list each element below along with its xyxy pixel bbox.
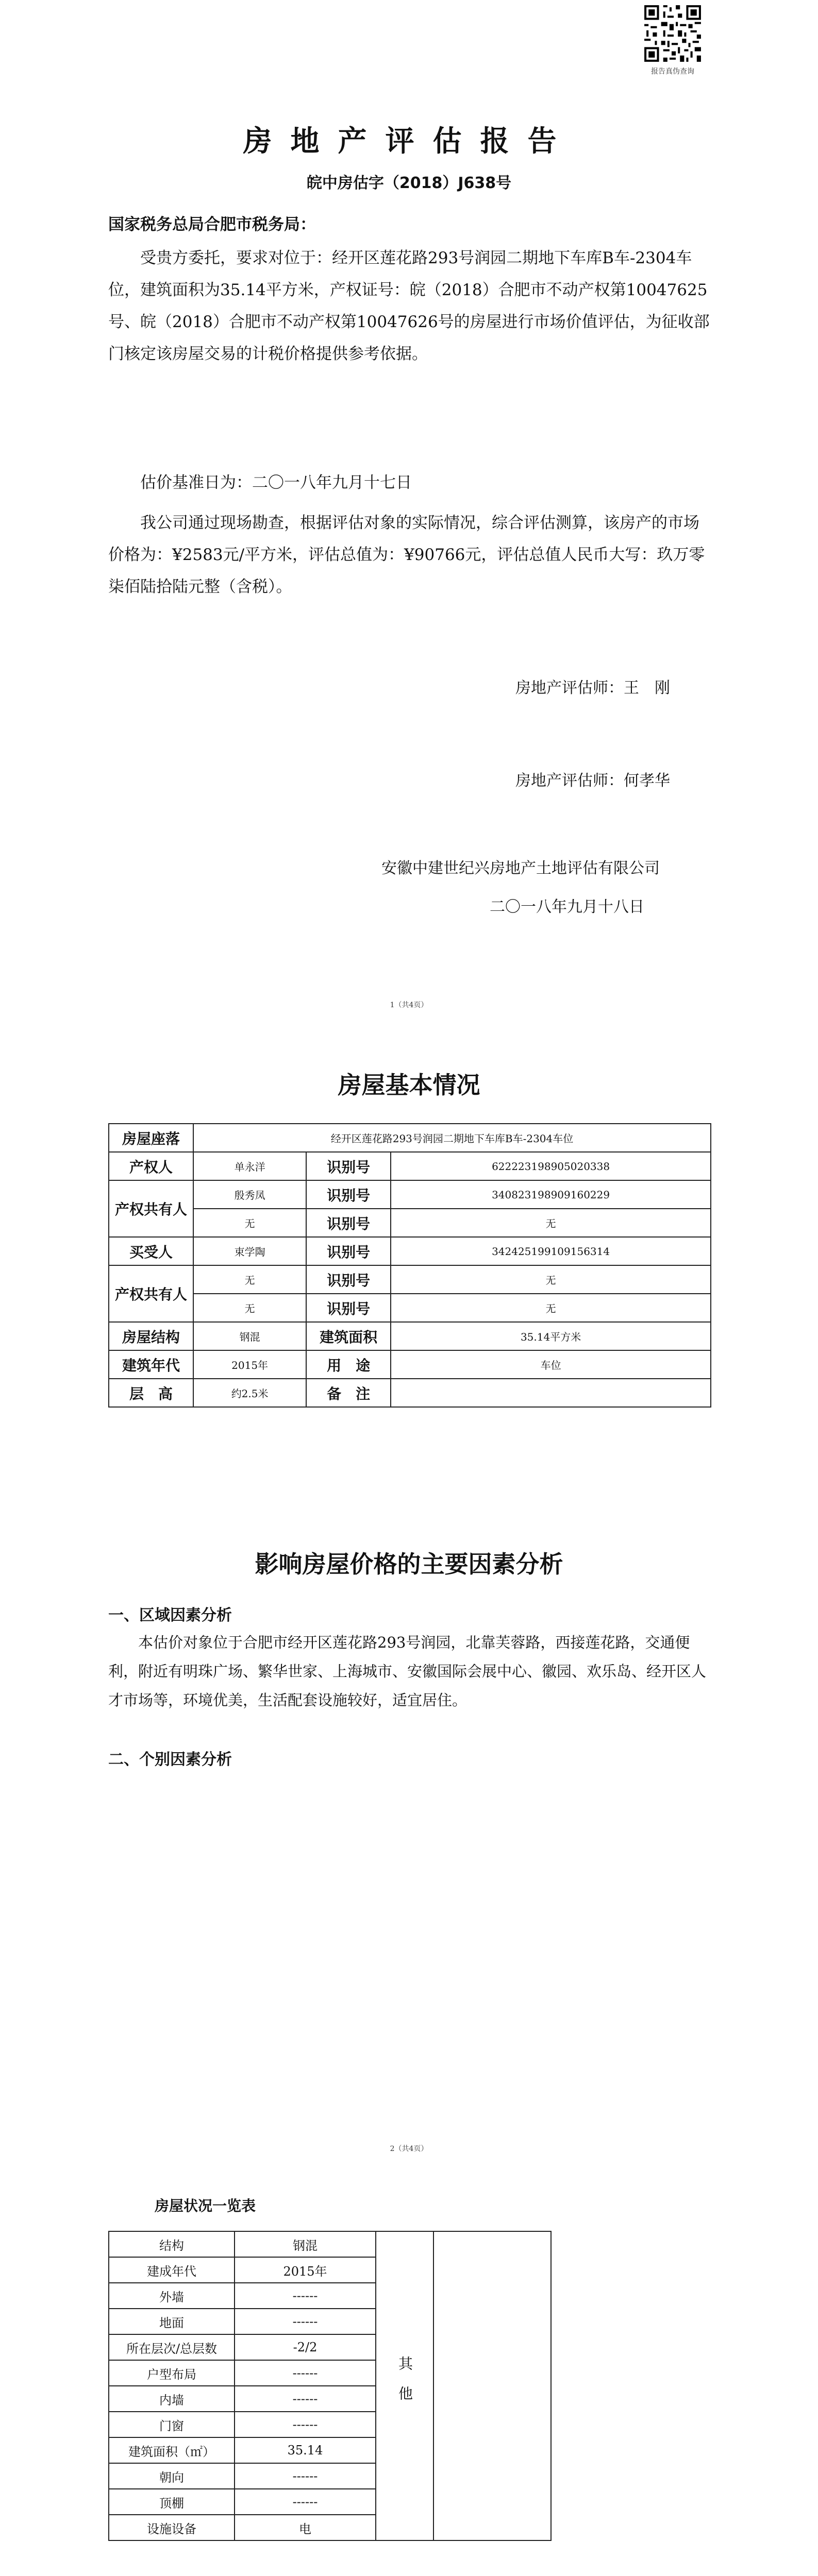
status-row-value: ------ bbox=[235, 2283, 376, 2309]
id-label-3: 识别号 bbox=[306, 1209, 391, 1237]
page-number-1: 1（共4页） bbox=[390, 1001, 428, 1009]
status-row-label: 外墙 bbox=[109, 2283, 235, 2309]
year-value: 2015年 bbox=[193, 1350, 306, 1379]
id-label-6: 识别号 bbox=[306, 1294, 391, 1322]
company-name: 安徽中建世纪兴房地产土地评估有限公司 bbox=[381, 859, 660, 877]
status-table-title: 房屋状况一览表 bbox=[155, 2197, 256, 2214]
report-title: 房地产评估报告 bbox=[243, 125, 575, 158]
appraiser-2: 房地产评估师：何孝华 bbox=[515, 772, 670, 790]
floor-label: 层 高 bbox=[109, 1379, 193, 1407]
status-row-label: 所在层次/总层数 bbox=[109, 2334, 235, 2360]
co-owner-value-3: 无 bbox=[193, 1265, 306, 1294]
co-owner-id-1: 340823198909160229 bbox=[391, 1180, 711, 1209]
owner-label: 产权人 bbox=[109, 1152, 193, 1180]
use-label: 用 途 bbox=[306, 1350, 391, 1379]
status-other-cell: 其他 bbox=[376, 2231, 433, 2540]
area-label: 建筑面积 bbox=[306, 1322, 391, 1350]
status-row-label: 门窗 bbox=[109, 2412, 235, 2437]
status-row-label: 内墙 bbox=[109, 2386, 235, 2412]
struct-label: 房屋结构 bbox=[109, 1322, 193, 1350]
id-label-2: 识别号 bbox=[306, 1180, 391, 1209]
buyer-value: 束学陶 bbox=[193, 1237, 306, 1265]
area-value: 35.14平方米 bbox=[391, 1322, 711, 1350]
buyer-id: 342425199109156314 bbox=[391, 1237, 711, 1265]
co-owner-label: 产权共有人 bbox=[109, 1180, 193, 1237]
status-row-value: -2/2 bbox=[235, 2334, 376, 2360]
qr-caption: 报告真伪查询 bbox=[651, 67, 694, 76]
status-row-label: 结构 bbox=[109, 2231, 235, 2257]
status-row-value: ------ bbox=[235, 2360, 376, 2386]
status-row-value: ------ bbox=[235, 2489, 376, 2515]
co-owner-label-2: 产权共有人 bbox=[109, 1265, 193, 1322]
co-owner-value-1: 殷秀凤 bbox=[193, 1180, 306, 1209]
basic-info-table bbox=[108, 1123, 711, 1408]
loc-value: 经开区莲花路293号润园二期地下车库B车-2304车位 bbox=[193, 1124, 711, 1152]
use-value: 车位 bbox=[391, 1350, 711, 1379]
id-label-5: 识别号 bbox=[306, 1265, 391, 1294]
status-row-label: 建筑面积（㎡） bbox=[109, 2437, 235, 2463]
status-row-value: ------ bbox=[235, 2463, 376, 2489]
valuation-date: 估价基准日为：二〇一八年九月十七日 bbox=[140, 473, 412, 492]
status-row-label: 建成年代 bbox=[109, 2257, 235, 2283]
buyer-label: 买受人 bbox=[109, 1237, 193, 1265]
struct-value: 钢混 bbox=[193, 1322, 306, 1350]
status-row-value: 钢混 bbox=[235, 2231, 376, 2257]
co-owner-id-4: 无 bbox=[391, 1294, 711, 1322]
co-owner-id-2: 无 bbox=[391, 1209, 711, 1237]
status-row-label: 地面 bbox=[109, 2309, 235, 2334]
id-label: 识别号 bbox=[306, 1152, 391, 1180]
status-row-label: 户型布局 bbox=[109, 2360, 235, 2386]
report-date: 二〇一八年九月十八日 bbox=[490, 898, 644, 916]
basic-info-title: 房屋基本情况 bbox=[338, 1071, 480, 1099]
document-number: 皖中房估字（2018）J638号 bbox=[306, 174, 512, 192]
status-row-value: ------ bbox=[235, 2386, 376, 2412]
floor-value: 约2.5米 bbox=[193, 1379, 306, 1407]
id-label-4: 识别号 bbox=[306, 1237, 391, 1265]
status-row-value: 35.14 bbox=[235, 2437, 376, 2463]
owner-id: 622223198905020338 bbox=[391, 1152, 711, 1180]
status-row-label: 设施设备 bbox=[109, 2515, 235, 2540]
status-row-value: 电 bbox=[235, 2515, 376, 2540]
status-row-label: 顶棚 bbox=[109, 2489, 235, 2515]
appraiser-1: 房地产评估师：王 刚 bbox=[515, 679, 670, 697]
co-owner-value-2: 无 bbox=[193, 1209, 306, 1237]
co-owner-value-4: 无 bbox=[193, 1294, 306, 1322]
loc-label: 房屋座落 bbox=[109, 1124, 193, 1152]
note-value bbox=[391, 1379, 711, 1407]
year-label: 建筑年代 bbox=[109, 1350, 193, 1379]
addressee: 国家税务总局合肥市税务局： bbox=[108, 215, 316, 234]
factors-title: 影响房屋价格的主要因素分析 bbox=[255, 1550, 563, 1578]
regional-factors-text: 本估价对象位于合肥市经开区莲花路293号润园，北靠芙蓉路，西接莲花路，交通便利，附近有明珠广场、繁华世家、上海城市、安徽国际会展中心、徽园、欢乐岛、经开区人才市场等，环境优美，生活配套设施较好，适宜居住。 bbox=[108, 1634, 707, 1709]
status-row-label: 朝向 bbox=[109, 2463, 235, 2489]
qr-code-icon[interactable] bbox=[642, 3, 703, 64]
status-row-value: ------ bbox=[235, 2309, 376, 2334]
regional-factors-heading: 一、区域因素分析 bbox=[108, 1606, 232, 1624]
note-label: 备 注 bbox=[306, 1379, 391, 1407]
co-owner-id-3: 无 bbox=[391, 1265, 711, 1294]
individual-factors-heading: 二、个别因素分析 bbox=[108, 1751, 232, 1769]
status-row-value: 2015年 bbox=[235, 2257, 376, 2283]
status-row-value: ------ bbox=[235, 2412, 376, 2437]
valuation-result: 我公司通过现场勘查，根据评估对象的实际情况，综合评估测算，该房产的市场价格为：¥2583元/平方米，评估总值为：¥90766元，评估总值人民币大写：玖万零柒佰陆拾陆元整（含税）。 bbox=[108, 514, 705, 596]
owner-value: 单永洋 bbox=[193, 1152, 306, 1180]
commission-paragraph: 受贵方委托，要求对位于：经开区莲花路293号润园二期地下车库B车-2304车位，建筑面积为35.14平方米，产权证号：皖（2018）合肥市不动产权第10047625号、皖（2018）合肥市不动产权第10047626号的房屋进行市场价值评估，为征收部门核定该房屋交易的计税价格提供参考依据。 bbox=[108, 249, 710, 363]
status-table bbox=[108, 2231, 552, 2541]
status-other-blank bbox=[433, 2231, 551, 2540]
page-number-2: 2（共4页） bbox=[390, 2145, 428, 2153]
status-row bbox=[109, 2231, 551, 2257]
